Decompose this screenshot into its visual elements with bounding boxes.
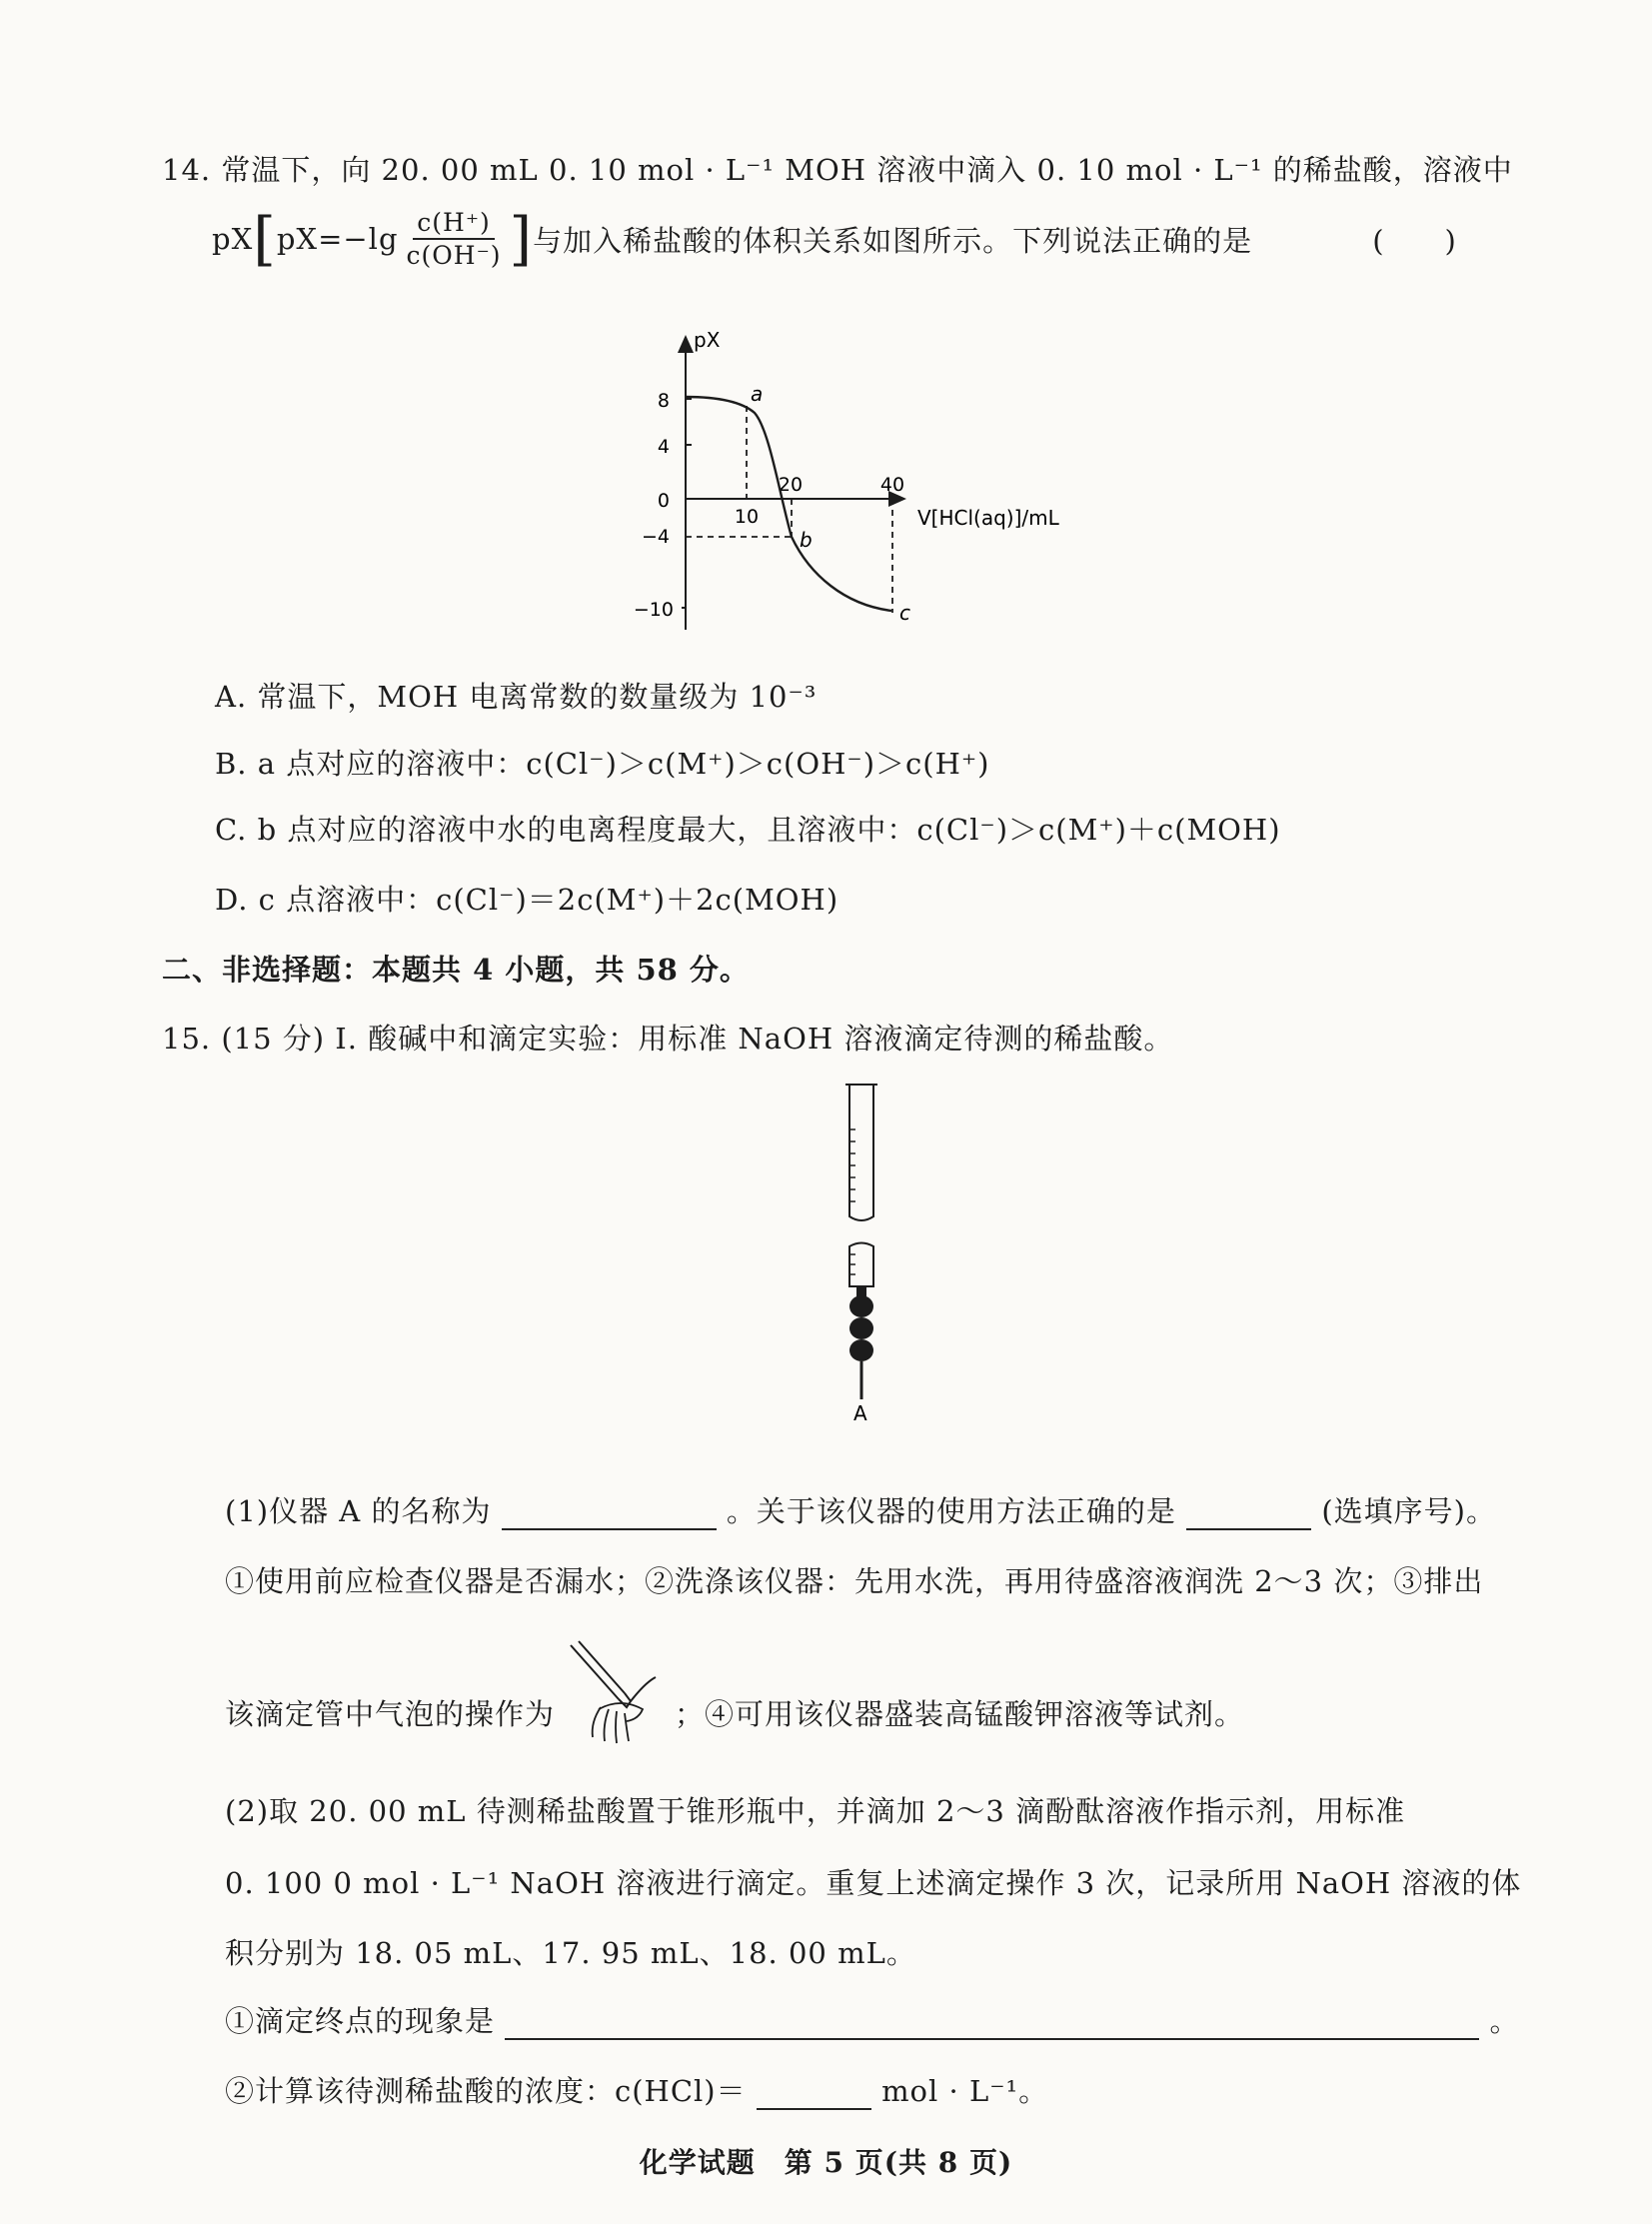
px-definition: pX=−lg [276,222,399,256]
section2-title: 二、非选择题：本题共 4 小题，共 58 分。 [162,953,750,987]
y-tick-neg10: −10 [633,599,674,621]
y-tick-4: 4 [657,436,670,458]
burette-icon [822,1075,901,1424]
apparatus-label: A [853,1401,867,1424]
y-tick-0: 0 [657,490,670,512]
px-volume-graph [630,325,1189,645]
y-tick-neg4: −4 [641,526,670,548]
q15-p2-sub1 [225,1999,1519,2040]
point-b-label: b [800,528,813,552]
q15-p1-part-c: (选填序号)。 [1321,1494,1496,1528]
x-tick-10: 10 [734,506,760,528]
fraction-denominator: c(OH⁻) [406,241,502,270]
px-prefix: pX [212,222,254,256]
option-a: A. 常温下，MOH 电离常数的数量级为 10⁻³ [215,680,818,714]
q15-p2-line1: (2)取 20. 00 mL 待测稀盐酸置于锥形瓶中，并滴加 2～3 滴酚酞溶液作指示剂，用标准 [225,1794,1406,1828]
q15-p1-line3-b: ；④可用该仪器盛装高锰酸钾溶液等试剂。 [675,1696,1245,1731]
option-d: D. c 点溶液中：c(Cl⁻)＝2c(M⁺)＋2c(MOH) [215,883,839,917]
usage-choice-blank[interactable] [1186,1498,1311,1530]
q15-p1-line2: ①使用前应检查仪器是否漏水；②洗涤该仪器：先用水洗，再用待盛溶液润洗 2～3 次；③排出 [225,1564,1484,1598]
concentration-blank[interactable] [757,2078,871,2110]
option-b: B. a 点对应的溶液中：c(Cl⁻)＞c(M⁺)＞c(OH⁻)＞c(H⁺) [215,747,990,781]
x-axis-label: V[HCl(aq)]/mL [917,506,1059,530]
q15-p1-line3 [225,1677,1244,1747]
endpoint-phenomenon-label: ①滴定终点的现象是 [225,2004,496,2038]
q14-stem-line1: 14. 常温下，向 20. 00 mL 0. 10 mol · L⁻¹ MOH 溶液中滴入 0. 10 mol · L⁻¹ 的稀盐酸，溶液中 [162,153,1513,187]
endpoint-period: 。 [1489,2004,1520,2038]
x-tick-20: 20 [778,474,804,496]
right-bracket: ] [509,205,534,273]
answer-paren: ( ) [1372,223,1457,258]
y-axis-label: pX [694,328,721,352]
q14-stem-line2 [212,205,1457,273]
ph-fraction [403,208,506,270]
q15-p1-line3-a: 该滴定管中气泡的操作为 [225,1696,556,1731]
q15-p1-part-b: 。关于该仪器的使用方法正确的是 [726,1494,1176,1528]
q14-stem-tail: 与加入稀盐酸的体积关系如图所示。下列说法正确的是 [533,223,1253,258]
y-tick-8: 8 [657,390,670,412]
point-a-label: a [751,382,764,406]
option-c: C. b 点对应的溶液中水的电离程度最大，且溶液中：c(Cl⁻)＞c(M⁺)＋c(MOH) [215,813,1281,847]
q15-p2-line2: 0. 100 0 mol · L⁻¹ NaOH 溶液进行滴定。重复上述滴定操作 3 次，记录所用 NaOH 溶液的体 [225,1866,1522,1900]
left-bracket: [ [253,205,277,273]
q15-p1-part-a: (1)仪器 A 的名称为 [225,1494,492,1528]
instrument-name-blank[interactable] [502,1498,717,1530]
q15-p2-line3: 积分别为 18. 05 mL、17. 95 mL、18. 00 mL。 [225,1936,916,1970]
bubble-removal-hand-icon [561,1637,671,1747]
q15-p2-sub2 [225,2069,1048,2110]
endpoint-phenomenon-blank[interactable] [505,2008,1479,2040]
concentration-unit: mol · L⁻¹。 [881,2074,1049,2108]
px-curve [686,397,891,611]
fraction-numerator: c(H⁺) [413,208,495,240]
page-footer: 化学试题 第 5 页(共 8 页) [639,2146,1013,2179]
point-c-label: c [899,601,910,625]
concentration-label: ②计算该待测稀盐酸的浓度：c(HCl)＝ [225,2074,747,2108]
q15-intro: 15. (15 分) Ⅰ. 酸碱中和滴定实验：用标准 NaOH 溶液滴定待测的稀盐酸。 [162,1022,1174,1056]
x-tick-40: 40 [879,474,905,496]
q15-p1-line1 [225,1489,1496,1530]
